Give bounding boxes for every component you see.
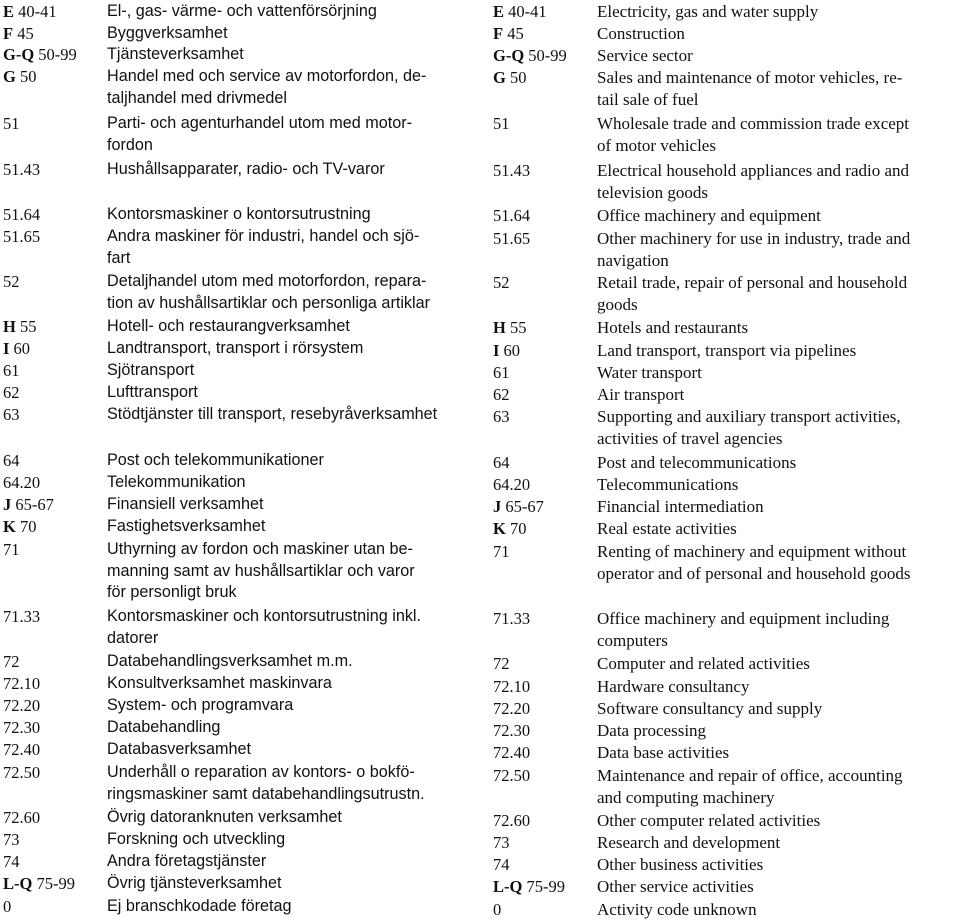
- code-row: [493, 742, 960, 764]
- industry-code: [493, 113, 597, 158]
- industry-code: [3, 851, 107, 873]
- industry-code: [3, 695, 107, 717]
- code-row: [3, 516, 477, 538]
- industry-description: Data processing: [597, 721, 707, 740]
- section-letter: J: [493, 497, 502, 516]
- code-row: [493, 676, 960, 698]
- industry-code: [493, 810, 597, 832]
- code-number: 63: [493, 407, 510, 426]
- section-letter: F: [3, 24, 14, 43]
- industry-description: Supporting and auxiliary transport activities, activities of travel agencies: [597, 407, 901, 449]
- swedish-column: [3, 0, 477, 923]
- industry-code: [493, 384, 597, 406]
- code-row: [493, 205, 960, 227]
- code-row: [493, 340, 960, 362]
- code-number: 62: [493, 385, 510, 404]
- code-row: [3, 382, 477, 404]
- industry-description: Post and telecommunications: [597, 453, 797, 472]
- industry-code: [493, 67, 597, 112]
- industry-code: [3, 271, 107, 314]
- industry-code: [493, 608, 597, 653]
- section-letter: I: [493, 341, 500, 360]
- code-number: 40-41: [508, 2, 547, 21]
- industry-description: Other machinery for use in industry, trade and navigation: [597, 229, 911, 271]
- industry-code: [3, 673, 107, 695]
- industry-code: [493, 720, 597, 742]
- code-number: 50-99: [38, 45, 77, 64]
- code-number: 60: [13, 339, 31, 358]
- industry-code: [3, 113, 107, 156]
- industry-description: Research and development: [597, 833, 781, 852]
- section-letter: L-Q: [3, 874, 33, 893]
- code-row: [493, 810, 960, 832]
- industry-description: Tjänsteverksamhet: [107, 45, 244, 63]
- code-number: 72.20: [493, 699, 531, 718]
- code-number: 72: [493, 654, 510, 673]
- industry-description: Kontorsmaskiner och kontorsutrustning inkl. datorer: [107, 607, 422, 647]
- code-row: [3, 404, 477, 426]
- code-number: 51.64: [493, 206, 531, 225]
- code-number: 71.33: [3, 607, 41, 626]
- industry-code: [493, 541, 597, 586]
- code-number: 72.60: [493, 811, 531, 830]
- section-letter: G: [3, 67, 16, 86]
- section-letter: G-Q: [493, 46, 525, 65]
- section-letter: J: [3, 495, 12, 514]
- code-row: [3, 807, 477, 829]
- code-row: [493, 474, 960, 496]
- industry-code: [493, 228, 597, 273]
- industry-code: [3, 226, 107, 269]
- industry-code: [3, 873, 107, 895]
- code-number: 51.64: [3, 205, 41, 224]
- code-number: 64.20: [3, 473, 41, 492]
- code-row: [3, 472, 477, 494]
- industry-description: Financial intermediation: [597, 497, 764, 516]
- industry-code: [3, 44, 107, 66]
- code-number: 74: [493, 855, 510, 874]
- code-number: 45: [17, 24, 34, 43]
- industry-code: [3, 404, 107, 426]
- code-number: 72.30: [3, 718, 41, 737]
- industry-code: [493, 340, 597, 362]
- industry-description: Övrig tjänsteverksamhet: [107, 874, 282, 892]
- code-number: 51.65: [493, 229, 531, 248]
- section-letter: G-Q: [3, 45, 35, 64]
- code-row: [493, 384, 960, 406]
- industry-code: [493, 653, 597, 675]
- code-row: [3, 1, 477, 23]
- industry-code: [493, 876, 597, 898]
- code-row: [493, 653, 960, 675]
- industry-code: [493, 899, 597, 921]
- code-number: 65-67: [15, 495, 54, 514]
- code-number: 70: [19, 517, 37, 536]
- industry-code: [3, 66, 107, 109]
- industry-description: Renting of machinery and equipment without operator and of personal and household goods: [597, 542, 911, 584]
- industry-description: Ej branschkodade företag: [107, 897, 292, 915]
- industry-description: Forskning och utveckling: [107, 830, 286, 848]
- code-number: 51: [493, 114, 510, 133]
- code-row: [493, 765, 960, 810]
- code-row: [493, 899, 960, 921]
- code-row: [3, 539, 477, 604]
- code-row: [3, 606, 477, 649]
- code-number: 73: [3, 830, 20, 849]
- code-number: 51.65: [3, 227, 41, 246]
- industry-code: [3, 762, 107, 805]
- industry-description: Parti- och agenturhandel utom med motor- fordon: [107, 114, 413, 154]
- code-row: [3, 271, 477, 314]
- industry-code: [493, 45, 597, 67]
- code-number: 72.40: [3, 740, 41, 759]
- code-number: 60: [503, 341, 521, 360]
- english-column: [493, 0, 960, 923]
- code-row: [493, 23, 960, 45]
- industry-code: [493, 474, 597, 496]
- code-number: 40-41: [18, 2, 57, 21]
- code-number: 71: [493, 542, 510, 561]
- section-letter: F: [493, 24, 504, 43]
- industry-description: Data base activities: [597, 743, 730, 762]
- industry-code: [3, 338, 107, 360]
- code-row: [3, 226, 477, 269]
- industry-description: Water transport: [597, 363, 702, 382]
- industry-description: Construction: [597, 24, 685, 43]
- industry-code: [493, 698, 597, 720]
- industry-description: System- och programvara: [107, 696, 294, 714]
- section-letter: H: [493, 318, 506, 337]
- code-number: 0: [3, 897, 12, 916]
- industry-description: Lufttransport: [107, 383, 198, 401]
- code-row: [3, 338, 477, 360]
- industry-code: [3, 829, 107, 851]
- code-row: [3, 23, 477, 45]
- industry-description: Konsultverksamhet maskinvara: [107, 674, 332, 692]
- code-number: 72.30: [493, 721, 531, 740]
- section-letter: I: [3, 339, 10, 358]
- industry-description: Handel med och service av motorfordon, de- taljhandel med drivmedel: [107, 67, 427, 107]
- industry-description: Office machinery and equipment: [597, 206, 821, 225]
- section-letter: K: [3, 517, 16, 536]
- code-row: [3, 66, 477, 109]
- code-row: [3, 695, 477, 717]
- code-number: 51.43: [3, 160, 41, 179]
- code-number: 75-99: [36, 874, 75, 893]
- industry-code: [493, 160, 597, 205]
- code-row: [493, 518, 960, 540]
- industry-description: Office machinery and equipment including computers: [597, 609, 890, 651]
- industry-description: Hardware consultancy: [597, 677, 750, 696]
- code-row: [493, 1, 960, 23]
- industry-code: [493, 496, 597, 518]
- industry-description: Electrical household appliances and radio and television goods: [597, 161, 910, 203]
- code-number: 75-99: [526, 877, 565, 896]
- industry-description: Hotels and restaurants: [597, 318, 749, 337]
- code-number: 0: [493, 900, 502, 919]
- code-number: 72.40: [493, 743, 531, 762]
- industry-code: [493, 742, 597, 764]
- section-letter: G: [493, 68, 506, 87]
- code-number: 72.60: [3, 808, 41, 827]
- code-row: [493, 362, 960, 384]
- code-number: 65-67: [505, 497, 544, 516]
- industry-description: Air transport: [597, 385, 685, 404]
- industry-description: Landtransport, transport i rörsystem: [107, 339, 364, 357]
- code-number: 74: [3, 852, 20, 871]
- code-number: 70: [509, 519, 527, 538]
- industry-description: Andra företagstjänster: [107, 852, 267, 870]
- code-row: [3, 851, 477, 873]
- code-number: 51.43: [493, 161, 531, 180]
- industry-description: Hushållsapparater, radio- och TV-varor: [107, 160, 385, 178]
- code-number: 52: [493, 273, 510, 292]
- code-row: [493, 228, 960, 273]
- code-number: 63: [3, 405, 20, 424]
- code-row: [3, 829, 477, 851]
- code-number: 61: [493, 363, 510, 382]
- code-number: 64.20: [493, 475, 531, 494]
- code-row: [493, 876, 960, 898]
- code-number: 72.50: [493, 766, 531, 785]
- industry-code: [3, 450, 107, 472]
- industry-code: [493, 452, 597, 474]
- code-number: 50-99: [528, 46, 567, 65]
- section-letter: E: [3, 2, 15, 21]
- code-row: [493, 113, 960, 158]
- industry-description: Databehandlingsverksamhet m.m.: [107, 652, 353, 670]
- industry-description: Byggverksamhet: [107, 24, 228, 42]
- industry-code: [3, 494, 107, 516]
- code-number: 50: [509, 68, 527, 87]
- industry-code: [493, 317, 597, 339]
- industry-description: Övrig datoranknuten verksamhet: [107, 808, 342, 826]
- code-row: [493, 854, 960, 876]
- industry-description: Maintenance and repair of office, accounting and computing machinery: [597, 766, 903, 808]
- industry-description: Underhåll o reparation av kontors- o bokfö- ringsmaskiner samt databehandlingsutrustn.: [107, 763, 425, 803]
- industry-code: [3, 739, 107, 761]
- code-row: [493, 452, 960, 474]
- code-row: [3, 873, 477, 895]
- industry-description: Detaljhandel utom med motorfordon, repara- tion av hushållsartiklar och personliga artiklar: [107, 272, 431, 312]
- industry-description: Real estate activities: [597, 519, 737, 538]
- code-number: 72.10: [3, 674, 41, 693]
- industry-description: Electricity, gas and water supply: [597, 2, 819, 21]
- code-number: 72.10: [493, 677, 531, 696]
- code-number: 73: [493, 833, 510, 852]
- industry-code: [3, 204, 107, 226]
- code-row: [493, 45, 960, 67]
- code-row: [3, 762, 477, 805]
- industry-description: Hotell- och restaurangverksamhet: [107, 317, 350, 335]
- code-number: 72.50: [3, 763, 41, 782]
- industry-description: Fastighetsverksamhet: [107, 517, 266, 535]
- industry-code: [3, 1, 107, 23]
- code-row: [493, 160, 960, 205]
- industry-code: [3, 539, 107, 604]
- code-row: [493, 832, 960, 854]
- industry-code: [3, 651, 107, 673]
- industry-description: Computer and related activities: [597, 654, 810, 673]
- code-row: [493, 406, 960, 451]
- industry-code: [493, 362, 597, 384]
- industry-description: Land transport, transport via pipelines: [597, 341, 857, 360]
- industry-description: Retail trade, repair of personal and household goods: [597, 273, 908, 315]
- industry-description: El-, gas- värme- och vattenförsörjning: [107, 2, 377, 20]
- code-number: 72: [3, 652, 20, 671]
- industry-description: Finansiell verksamhet: [107, 495, 264, 513]
- industry-code: [3, 360, 107, 382]
- industry-code: [3, 382, 107, 404]
- section-letter: E: [493, 2, 505, 21]
- code-row: [493, 272, 960, 317]
- industry-code: [493, 765, 597, 810]
- industry-code: [3, 896, 107, 918]
- section-letter: K: [493, 519, 506, 538]
- code-number: 52: [3, 272, 20, 291]
- code-row: [3, 673, 477, 695]
- code-number: 64: [493, 453, 510, 472]
- code-number: 64: [3, 451, 20, 470]
- industry-code: [493, 518, 597, 540]
- code-number: 62: [3, 383, 20, 402]
- code-row: [3, 159, 477, 181]
- code-number: 55: [509, 318, 527, 337]
- industry-description: Telecommunications: [597, 475, 739, 494]
- industry-code: [493, 272, 597, 317]
- code-row: [493, 720, 960, 742]
- code-row: [3, 316, 477, 338]
- industry-description: Other computer related activities: [597, 811, 821, 830]
- code-row: [3, 651, 477, 673]
- industry-description: Post och telekommunikationer: [107, 451, 324, 469]
- code-row: [3, 450, 477, 472]
- industry-description: Wholesale trade and commission trade except of motor vehicles: [597, 114, 910, 156]
- industry-description: Uthyrning av fordon och maskiner utan be- manning samt av hushållsartiklar och varor för personligt bruk: [107, 540, 415, 602]
- code-number: 72.20: [3, 696, 41, 715]
- code-number: 51: [3, 114, 20, 133]
- code-row: [493, 67, 960, 112]
- industry-code: [3, 316, 107, 338]
- industry-code: [3, 23, 107, 45]
- industry-description: Activity code unknown: [597, 900, 757, 919]
- industry-code: [493, 676, 597, 698]
- industry-description: Service sector: [597, 46, 693, 65]
- industry-code: [493, 205, 597, 227]
- code-row: [3, 360, 477, 382]
- code-number: 61: [3, 361, 20, 380]
- code-number: 45: [507, 24, 524, 43]
- code-row: [3, 494, 477, 516]
- code-row: [3, 717, 477, 739]
- code-number: 71: [3, 540, 20, 559]
- industry-code: [493, 832, 597, 854]
- code-row: [3, 113, 477, 156]
- code-number: 55: [19, 317, 37, 336]
- industry-code: [3, 472, 107, 494]
- code-number: 71.33: [493, 609, 531, 628]
- industry-description: Sjötransport: [107, 361, 195, 379]
- industry-description: Databasverksamhet: [107, 740, 251, 758]
- code-row: [493, 698, 960, 720]
- industry-description: Other service activities: [597, 877, 754, 896]
- code-row: [493, 317, 960, 339]
- section-letter: H: [3, 317, 16, 336]
- industry-code: [3, 606, 107, 649]
- code-row: [3, 739, 477, 761]
- industry-code: [493, 23, 597, 45]
- industry-description: Other business activities: [597, 855, 764, 874]
- industry-description: Stödtjänster till transport, resebyråverksamhet: [107, 405, 438, 423]
- code-row: [493, 608, 960, 653]
- industry-code: [493, 1, 597, 23]
- industry-description: Sales and maintenance of motor vehicles, re- tail sale of fuel: [597, 68, 903, 110]
- code-row: [493, 541, 960, 586]
- industry-code: [3, 717, 107, 739]
- code-row: [493, 496, 960, 518]
- code-row: [3, 204, 477, 226]
- code-row: [3, 44, 477, 66]
- section-letter: L-Q: [493, 877, 523, 896]
- industry-description: Telekommunikation: [107, 473, 246, 491]
- industry-code: [493, 854, 597, 876]
- code-number: 50: [19, 67, 37, 86]
- industry-code: [3, 807, 107, 829]
- industry-description: Kontorsmaskiner o kontorsutrustning: [107, 205, 371, 223]
- industry-description: Databehandling: [107, 718, 221, 736]
- industry-description: Software consultancy and supply: [597, 699, 823, 718]
- industry-code: [493, 406, 597, 451]
- industry-code: [3, 516, 107, 538]
- code-row: [3, 896, 477, 918]
- industry-description: Andra maskiner för industri, handel och sjö- fart: [107, 227, 420, 267]
- industry-code: [3, 159, 107, 181]
